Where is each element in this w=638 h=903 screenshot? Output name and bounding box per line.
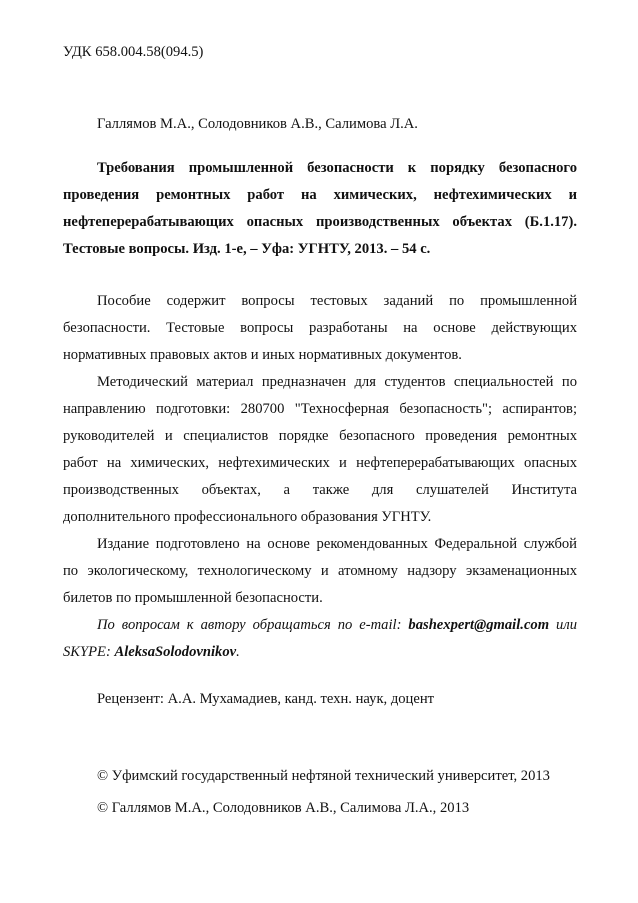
email-address[interactable]: bashexpert@gmail.com — [408, 617, 550, 633]
contact-line — [63, 612, 577, 639]
skype-prefix: SKYPE: — [63, 644, 115, 660]
contact-suffix: или — [549, 617, 578, 633]
copyright-university: © Уфимский государственный нефтяной технический университет, 2013 — [97, 768, 550, 784]
paragraph-line: Пособие содержит вопросы тестовых заданий по промышленной — [97, 293, 577, 309]
paragraph-line: работ на химических, нефтехимических и нефтеперерабатывающих опасных — [63, 455, 577, 471]
paragraph-line: производственных объектах, а также для слушателей Института — [63, 482, 577, 498]
paragraph-line: Методический материал предназначен для студентов специальностей по — [97, 374, 577, 390]
paragraph-line: по экологическому, технологическому и атомному надзору экзаменационных — [63, 563, 577, 579]
paragraph-line: руководителей и специалистов порядке безопасного проведения ремонтных — [63, 428, 577, 444]
skype-line — [63, 639, 577, 666]
copyright-authors: © Галлямов М.А., Солодовников А.В., Салимова Л.А., 2013 — [97, 800, 470, 816]
skype-suffix: . — [236, 644, 240, 660]
skype-handle[interactable]: AleksaSolodovnikov — [114, 644, 237, 660]
paragraph-line: дополнительного профессионального образования УГНТУ. — [63, 509, 432, 525]
paragraph-line: билетов по промышленной безопасности. — [63, 590, 323, 606]
annotation-body — [63, 288, 577, 666]
title-line: Требования промышленной безопасности к порядку безопасного — [97, 160, 577, 176]
paragraph-line: Издание подготовлено на основе рекомендованных Федеральной службой — [97, 536, 577, 552]
authors-line: Галлямов М.А., Солодовников А.В., Салимова Л.А. — [97, 116, 418, 132]
title-line: Тестовые вопросы. Изд. 1-е, – Уфа: УГНТУ, 2013. – 54 с. — [63, 241, 431, 257]
udk-code: УДК 658.004.58(094.5) — [63, 44, 204, 60]
paragraph-line: безопасности. Тестовые вопросы разработаны на основе действующих — [63, 320, 577, 336]
paragraph-line: направлению подготовки: 280700 "Техносферная безопасность"; аспирантов; — [63, 401, 577, 417]
contact-prefix: По вопросам к автору обращаться по e-mail: — [97, 617, 409, 633]
title-line: нефтеперерабатывающих опасных производственных объектах (Б.1.17). — [63, 214, 577, 230]
paragraph-line: нормативных правовых актов и иных нормативных документов. — [63, 347, 462, 363]
bibliographic-title — [63, 155, 577, 263]
reviewer-line: Рецензент: А.А. Мухамадиев, канд. техн. наук, доцент — [97, 691, 435, 707]
title-line: проведения ремонтных работ на химических, нефтехимических и — [63, 187, 577, 203]
